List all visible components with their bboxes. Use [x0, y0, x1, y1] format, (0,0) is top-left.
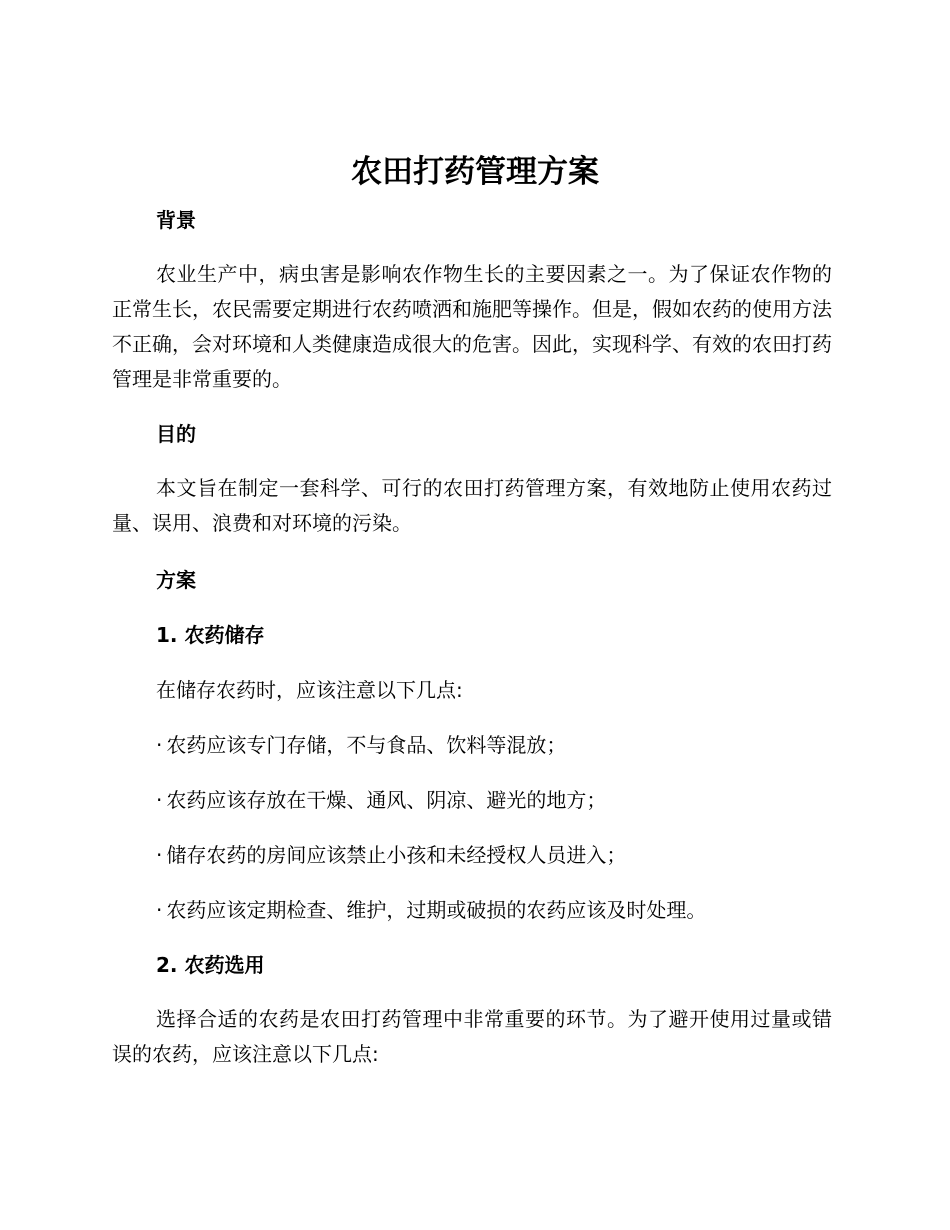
document-body	[112, 205, 832, 1072]
list-item: · 农药应该专门存储，不与食品、饮料等混放；	[156, 733, 567, 757]
list-item: · 农药应该存放在干燥、通风、阴凉、避光的地方；	[156, 788, 607, 812]
subsection-heading-selection: 2. 农药选用	[156, 953, 265, 977]
storage-intro: 在储存农药时，应该注意以下几点:	[156, 678, 463, 702]
subsection-heading-storage: 1. 农药储存	[156, 623, 265, 647]
selection-paragraph: 选择合适的农药是农田打药管理中非常重要的环节。为了避开使用过量或错误的农药，应该注意以下几点:	[112, 1007, 832, 1066]
section-heading-background: 背景	[156, 208, 196, 232]
section-heading-plan: 方案	[156, 568, 196, 592]
list-item: · 农药应该定期检查、维护，过期或破损的农药应该及时处理。	[156, 898, 707, 922]
list-item: · 储存农药的房间应该禁止小孩和未经授权人员进入；	[156, 843, 627, 867]
purpose-paragraph: 本文旨在制定一套科学、可行的农田打药管理方案，有效地防止使用农药过量、误用、浪费和对环境的污染。	[112, 476, 832, 535]
section-heading-purpose: 目的	[156, 422, 196, 446]
document-title: 农田打药管理方案	[351, 154, 599, 190]
background-paragraph: 农业生产中，病虫害是影响农作物生长的主要因素之一。为了保证农作物的正常生长，农民需要定期进行农药喷洒和施肥等操作。但是，假如农药的使用方法不正确，会对环境和人类健康造成很大的危害。因此，实现科学、有效的农田打药管理是非常重要的。	[112, 262, 832, 391]
